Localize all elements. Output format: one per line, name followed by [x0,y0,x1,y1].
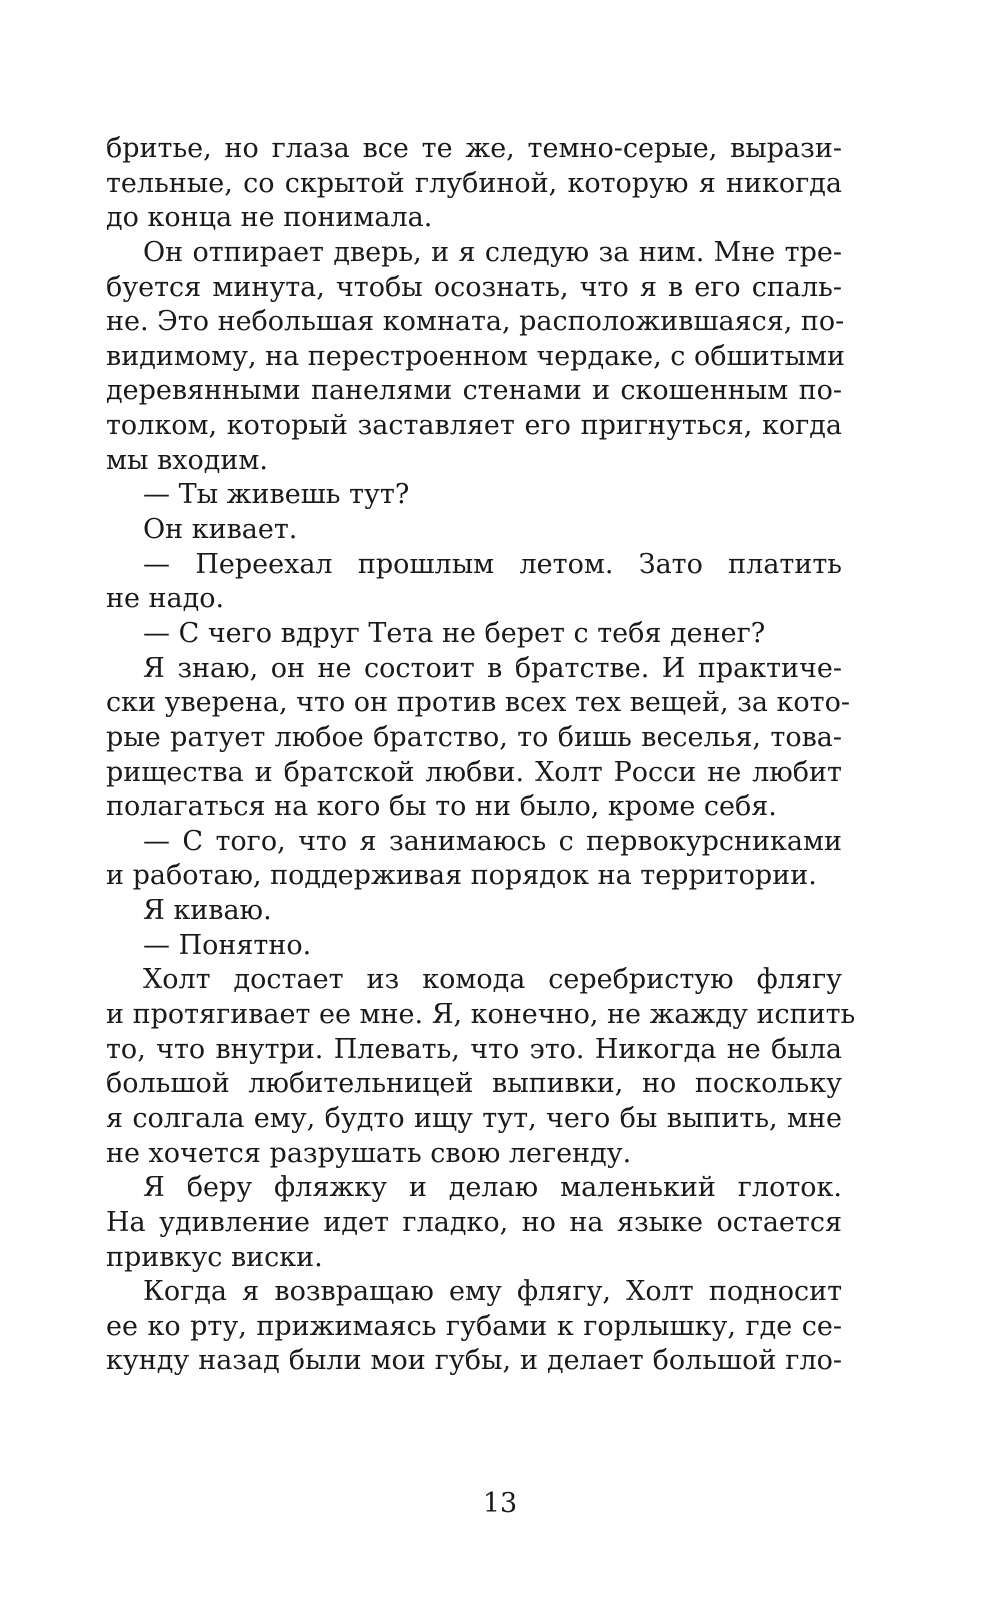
text-line: Когда я возвращаю ему флягу, Холт подносит [143,1276,842,1308]
text-line: бритье, но глаза все те же, темно-серые, вырази- [106,133,842,164]
text-line: не хочется разрушать свою легенду. [106,1137,632,1169]
text-line: и работаю, поддерживая порядок на территории. [106,860,817,892]
text-line: не надо. [106,583,225,615]
text-line: ее ко рту, прижимаясь губами к горлышку, где се- [106,1310,842,1342]
text-line: — Переехал прошлым летом. Зато платить [143,548,842,580]
text-line: Он отпирает дверь, и я следую за ним. Мне тре- [143,236,842,268]
text-line: до конца не понимала. [106,202,433,234]
text-line: ски уверена, что он против всех тех вещей, за кото- [106,687,850,719]
text-line: — Понятно. [143,929,312,961]
text-line: толком, который заставляет его пригнуться, когда [106,410,842,442]
text-line: большой любительницей выпивки, но поскольку [106,1068,842,1100]
text-line: то, что внутри. Плевать, что это. Никогда не была [106,1033,842,1065]
text-line: Я беру фляжку и делаю маленький глоток. [143,1172,842,1204]
text-line: На удивление идет гладко, но на языке остается [106,1206,842,1238]
text-line: я солгала ему, будто ищу тут, чего бы выпить, мне [106,1102,842,1134]
text-line: видимому, на перестроенном чердаке, с обшитыми [106,340,846,372]
text-line: Он кивает. [143,514,298,546]
text-line: тельные, со скрытой глубиной, которую я никогда [106,167,842,199]
text-line: — С чего вдруг Тета не берет с тебя денег? [143,617,766,649]
text-line: привкус виски. [106,1241,323,1273]
text-line: мы входим. [106,444,268,476]
text-line: кунду назад были мои губы, и делает большой гло- [106,1345,842,1377]
text-line: Я знаю, он не состоит в братстве. И практиче- [143,652,842,684]
text-line: деревянными панелями стенами и скошенным по- [106,375,842,407]
text-line: рые ратует любое братство, то бишь веселья, това- [106,721,842,753]
text-line: буется минута, чтобы осознать, что я в его спаль- [106,271,842,303]
body-text [106,132,856,1379]
text-line: рищества и братской любви. Холт Росси не любит [106,756,842,788]
text-line: — С того, что я занимаюсь с первокурсниками [143,825,842,857]
text-line: Холт достает из комода серебристую флягу [143,964,842,996]
page-number: 13 [482,1488,518,1519]
text-line: — Ты живешь тут? [143,479,410,511]
text-line: не. Это небольшая комната, расположившаяся, по- [106,306,845,338]
text-line: полагаться на кого бы то ни было, кроме себя. [106,791,777,823]
text-line: Я киваю. [143,895,272,927]
text-line: и протягивает ее мне. Я, конечно, не жажду испить [106,999,856,1031]
